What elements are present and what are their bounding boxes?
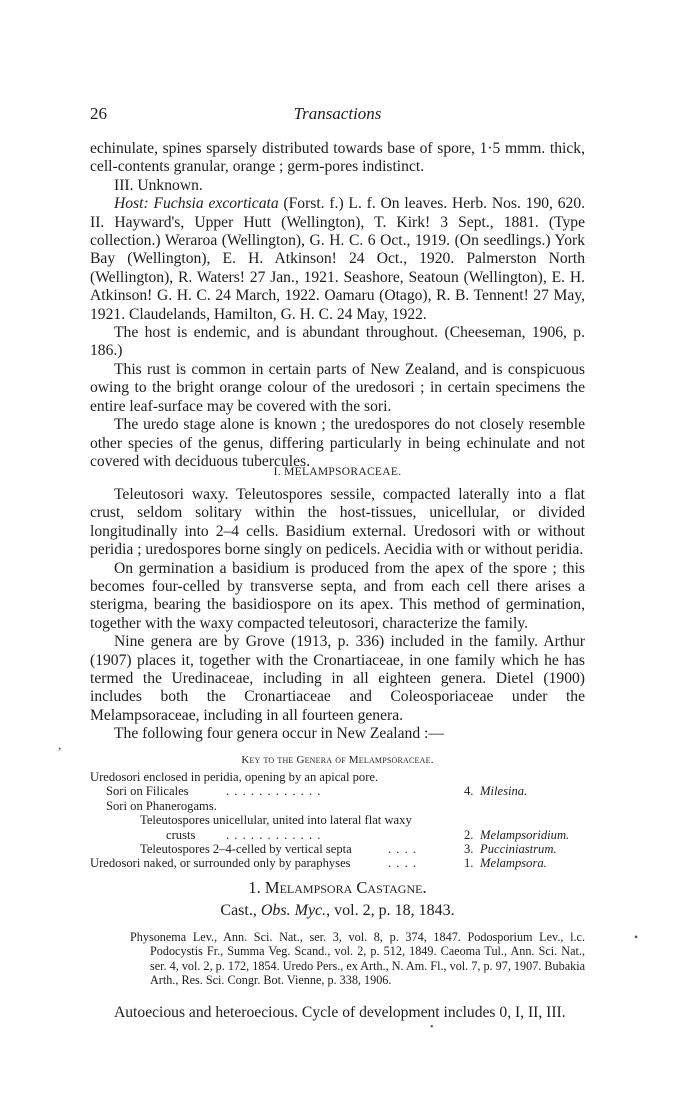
key-row: [90, 828, 585, 842]
key-genus: Melampsoridium.: [480, 827, 570, 842]
key-text: crusts: [166, 827, 196, 842]
key-genus: Milesina.: [480, 784, 528, 799]
host-record: [90, 195, 585, 324]
key-number: 3.: [464, 841, 474, 856]
genus-citation: [90, 902, 585, 920]
citation-detail: , vol. 2, p. 18, 1843.: [326, 902, 455, 919]
key-text: Teleutospores unicellular, united into lateral flat waxy: [140, 813, 412, 828]
key-leader: . . . .: [388, 841, 418, 856]
key-number: 4.: [464, 784, 474, 799]
key-title: Key to the Genera of Melampsoraceae.: [241, 754, 434, 766]
key-row: [90, 842, 585, 856]
citation-work: Obs. Myc.: [260, 902, 327, 919]
synonymy-text: Physonema Lev., Ann. Sci. Nat., ser. 3, vol. 8, p. 374, 1847. Podosporium Lev., l.c. Podocystis Fr., Summa Veg. Scand., vol. 2, p. 512, 1849. Caeoma Tul., Ann. Sci. Nat., ser. 4, vol. 2, p. 172, 1854. Uredo Pers., ex Arth., N. Am. Fl., vol. 7, p. 97, 1907. Bubakia Arth., Res. Sci. Congr. Bot. Vienne, p. 338, 1906.: [130, 930, 586, 988]
family-description: Teleutosori waxy. Teleutospores sessile, compacted laterally into a flat crust, seldom solitary within the host-tissues, unicellular, or divided longitudinally into 2–4 cells. Basidium external. Uredosori with or without peridia ; uredospores borne singly on pedicels. Aecidia with or without peridia.: [90, 486, 585, 559]
germination-paragraph: On germination a basidium is produced from the apex of the spore ; this becomes four-celled by transverse septa, and from each cell there arises a sterigma, bearing the basidiospore on its apex. This method of germination, together with the waxy compacted teleutosori, characterize the family.: [90, 559, 585, 632]
stray-dot: •: [430, 1022, 434, 1033]
family-text: [90, 486, 585, 744]
section-title: I. MELAMPSORACEAE.: [273, 466, 402, 478]
key-row: [90, 784, 585, 798]
page-number: 26: [90, 104, 107, 123]
genera-paragraph: Nine genera are by Grove (1913, p. 336) included in the family. Arthur (1907) places it, together with the Cronartiaceae, in one family which he has termed the Uredinaceae, including in all eighteen genera. Dietel (1900) includes both the Cronartiaceae and Coleosporiaceae under the Melampsoraceae, including in all fourteen genera.: [90, 633, 585, 724]
key-text: Uredosori enclosed in peridia, opening by an apical pore.: [90, 770, 379, 784]
key-text: Sori on Filicales: [106, 784, 189, 799]
key-genus: Melampsora.: [480, 856, 547, 871]
key-text: Teleutospores 2–4-celled by vertical septa: [140, 841, 352, 856]
stray-dot: •: [634, 930, 639, 944]
intro-text: [90, 140, 585, 471]
key-leader: . . . .: [388, 856, 418, 871]
citation-author: Cast.,: [220, 902, 261, 919]
uredo-stage-paragraph: The uredo stage alone is known ; the uredospores do not closely resemble other species of the genus, differing particularly in being echinulate and not covered with deciduous tubercules.: [90, 416, 585, 470]
genera-key: [90, 770, 585, 871]
host-endemic-paragraph: The host is endemic, and is abundant throughout. (Cheeseman, 1906, p. 186.): [90, 324, 585, 360]
key-row: [90, 770, 585, 784]
key-text: Sori on Phanerogams.: [106, 798, 217, 813]
key-row: [90, 799, 585, 813]
key-leader: . . . . . . . . . . . .: [226, 784, 322, 799]
key-text: Uredosori naked, or surrounded only by paraphyses: [90, 856, 351, 871]
key-row: [90, 813, 585, 827]
stray-mark: ,: [58, 738, 62, 753]
key-number: 2.: [464, 827, 474, 842]
key-row: [90, 856, 585, 870]
page-header: [90, 104, 585, 128]
running-title: Transactions: [293, 104, 382, 123]
rust-distribution-paragraph: This rust is common in certain parts of New Zealand, and is conspicuous owing to the bright orange colour of the uredosori ; in certain specimens the entire leaf-surface may be covered with the sori.: [90, 360, 585, 415]
new-zealand-genera-intro: The following four genera occur in New Zealand :—: [114, 725, 444, 743]
key-genus: Pucciniastrum.: [480, 841, 557, 856]
stage-three-note: III. Unknown.: [114, 176, 203, 194]
key-number: 1.: [464, 856, 474, 871]
synonymy: [130, 930, 585, 988]
development-cycle: Autoecious and heteroecious. Cycle of development includes 0, I, II, III.: [114, 1004, 566, 1021]
host-label: Host:: [114, 195, 149, 213]
host-name: Fuchsia excorticata: [153, 195, 279, 213]
key-leader: . . . . . . . . . . . .: [226, 827, 322, 842]
genus-heading: 1. Melampsora Castagne.: [248, 878, 427, 897]
host-localities: (Forst. f.) L. f. On leaves. Herb. Nos. 190, 620. II. Hayward's, Upper Hutt (Wellington), T. Kirk! 3 Sept., 1881. (Type collection.) Weraroa (Wellington), G. H. C. 6 Oct., 1919. (On seedlings.) York Bay (Wellington), E. H. Atkinson! 24 Oct., 1920. Palmerston North (Wellington), R. Waters! 27 Jan., 1921. Seashore, Seatoun (Wellington), E. H. Atkinson! G. H. C. 24 March, 1922. Oamaru (Otago), R. B. Tennent! 27 May, 1921. Claudelands, Hamilton, G. H. C. 24 May, 1922.: [90, 195, 586, 323]
development-text: [90, 1004, 585, 1022]
description-end: echinulate, spines sparsely distributed towards base of spore, 1·5 mmm. thick, cell-contents granular, orange ; germ-pores indistinct.: [90, 140, 585, 176]
